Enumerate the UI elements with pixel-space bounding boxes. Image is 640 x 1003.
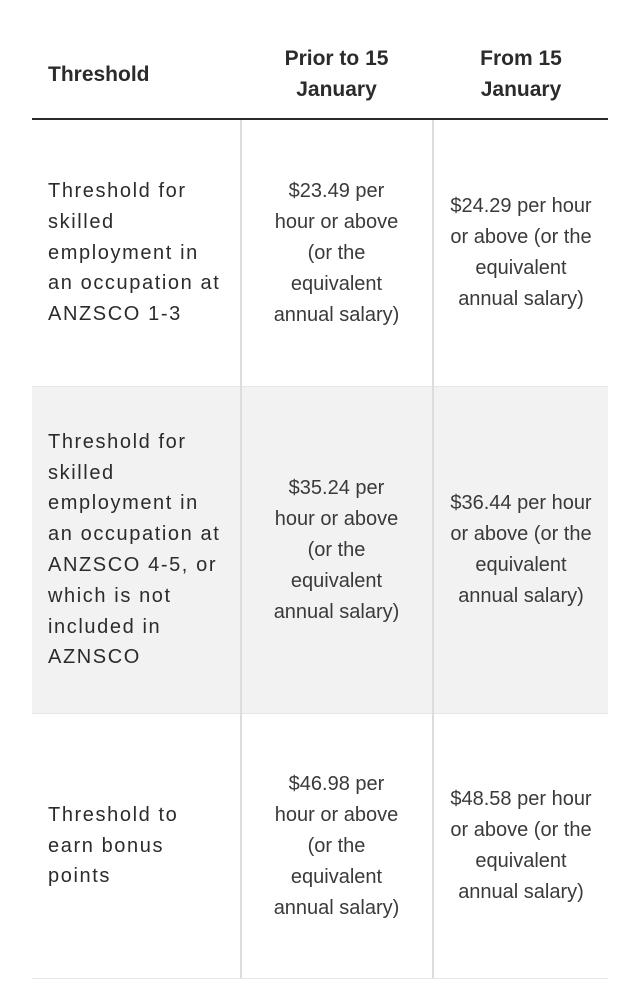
- from-value: $36.44 per hour or above (or the equivalent annual salary): [450, 492, 592, 607]
- prior-value-cell: [241, 714, 432, 978]
- prior-value: $35.24 per hour or above (or the equivalent annual salary): [273, 476, 400, 623]
- header-prior-label: Prior to 15 January: [284, 47, 389, 101]
- row-label-cell: [48, 120, 226, 386]
- prior-value-cell: [241, 387, 432, 713]
- from-value: $48.58 per hour or above (or the equivalent annual salary): [450, 788, 592, 903]
- row-label: Threshold for skilled employment in an occupation at ANZSCO 4-5, or which is not included in AZNSCO: [48, 430, 221, 669]
- from-value: $24.29 per hour or above (or the equivalent annual salary): [450, 195, 592, 310]
- header-prior: [241, 30, 432, 118]
- table-row: [32, 387, 608, 714]
- header-threshold: [48, 30, 238, 118]
- header-from: [434, 30, 608, 118]
- from-value-cell: [434, 120, 608, 386]
- row-label-cell: [48, 714, 226, 978]
- column-divider: [432, 120, 434, 978]
- table-row: [32, 120, 608, 387]
- from-value-cell: [434, 387, 608, 713]
- header-threshold-label: Threshold: [48, 62, 150, 86]
- prior-value: $46.98 per hour or above (or the equivalent annual salary): [273, 772, 400, 919]
- prior-value-cell: [241, 120, 432, 386]
- row-label: Threshold to earn bonus points: [48, 803, 179, 888]
- row-label: Threshold for skilled employment in an occupation at ANZSCO 1-3: [48, 180, 221, 326]
- prior-value: $23.49 per hour or above (or the equivalent annual salary): [273, 179, 400, 326]
- table-header: [32, 30, 608, 120]
- column-divider: [240, 120, 242, 978]
- table-row: [32, 714, 608, 979]
- from-value-cell: [434, 714, 608, 978]
- header-from-label: From 15 January: [480, 47, 562, 101]
- row-label-cell: [48, 387, 226, 713]
- threshold-table: [32, 30, 608, 979]
